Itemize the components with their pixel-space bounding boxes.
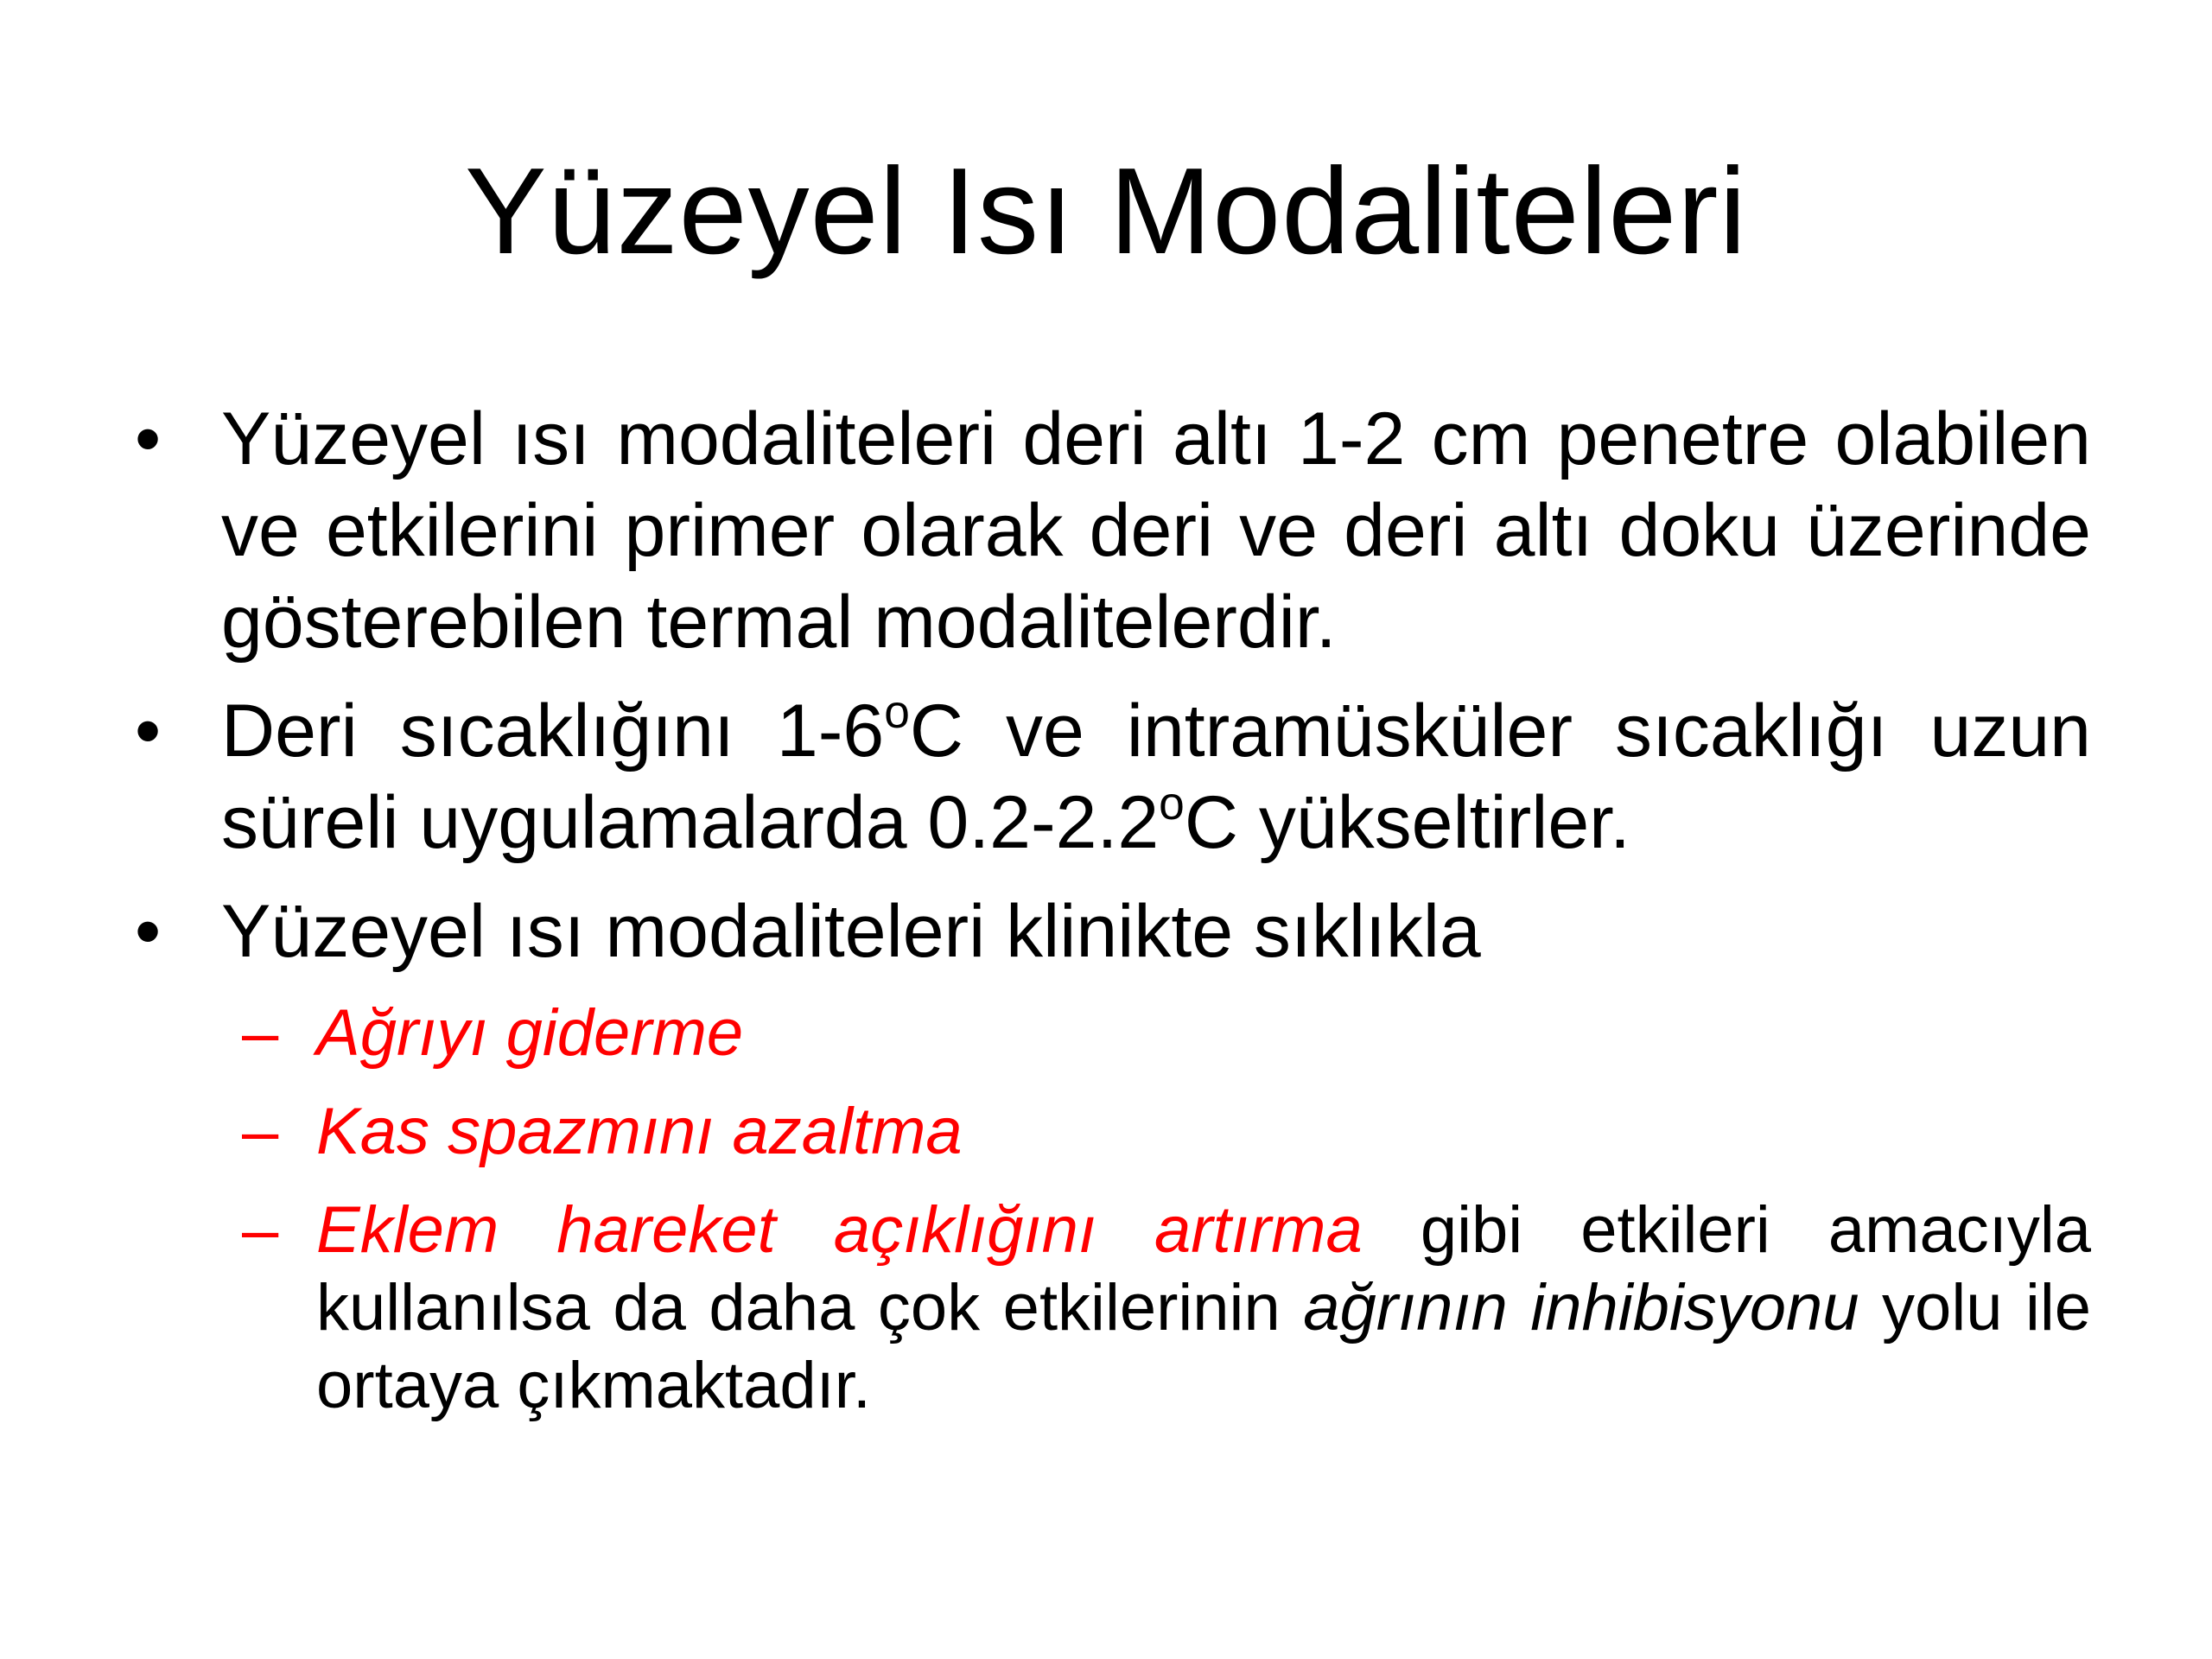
dash-icon: – <box>242 1095 279 1168</box>
degree-superscript: o <box>884 686 910 738</box>
dash-icon: – <box>242 996 279 1070</box>
sub-item-3 <box>242 1192 2091 1425</box>
dash-icon: – <box>242 1193 279 1267</box>
sub-item-italic-text: ağrının inhibisyonu <box>1303 1271 1859 1344</box>
slide-title: Yüzeyel Isı Modaliteleri <box>464 143 1748 280</box>
slide-content <box>130 393 2091 1446</box>
sub-list <box>130 995 2091 1425</box>
bullet-item-1 <box>130 393 2091 668</box>
sub-item-red-text: Eklem hareket açıklığını artırma <box>316 1193 1363 1267</box>
bullet-icon: • <box>135 890 162 973</box>
bullet-text-part-1: Deri sıcaklığını 1-6 <box>221 690 885 772</box>
sub-item-1 <box>242 995 2091 1072</box>
sub-item-text: Ağrıyı giderme <box>316 996 744 1070</box>
bullet-item-2 <box>130 685 2091 868</box>
bullet-text: Yüzeyel ısı modaliteleri deri altı 1-2 cm penetre olabilen ve etkilerini primer olarak deri ve deri altı doku üzerinde gösterebilen termal modalitelerdir. <box>221 397 2091 664</box>
bullet-icon: • <box>135 397 162 480</box>
bullet-text-part-3: C yükseltirler. <box>1184 781 1630 864</box>
bullet-icon: • <box>135 690 162 772</box>
sub-item-text-b: yolu ile ortaya çıkmaktadır. <box>316 1271 2091 1422</box>
sub-item-2 <box>242 1093 2091 1171</box>
bullet-text: Yüzeyel ısı modaliteleri klinikte sıklıkla <box>221 890 1481 973</box>
sub-item-text-a: gibi etkileri amacıyla kullanılsa da daha çok etkilerinin <box>316 1193 2091 1344</box>
degree-superscript: o <box>1159 778 1185 830</box>
bullet-text-part-2: C ve intramüsküler sıcaklığı uzun süreli uygulamalarda 0.2-2.2 <box>221 690 2091 864</box>
sub-item-text: Kas spazmını azaltma <box>316 1095 963 1168</box>
bullet-item-3 <box>130 886 2091 977</box>
